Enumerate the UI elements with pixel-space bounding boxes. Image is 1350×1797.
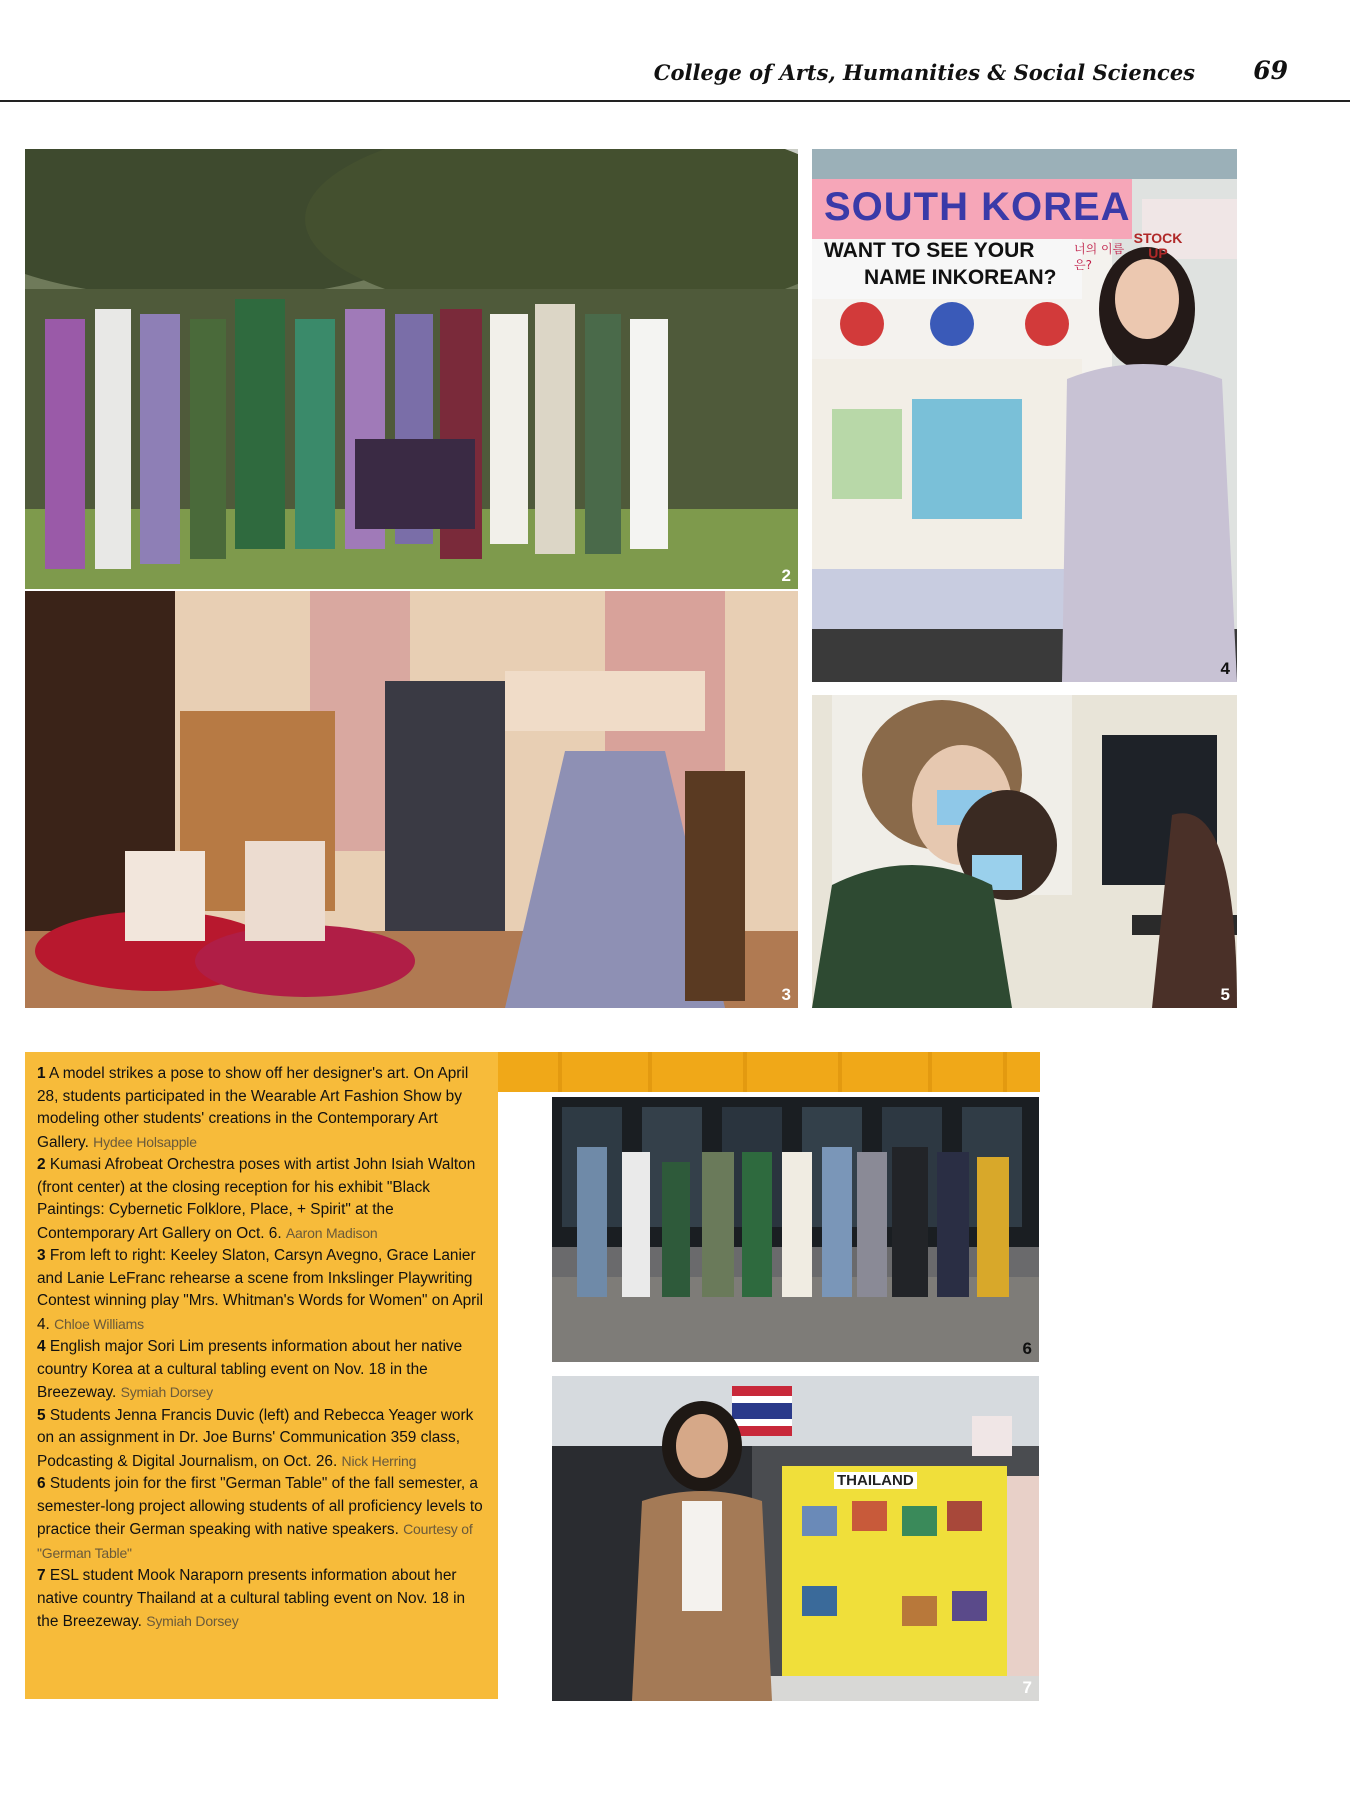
photo-credit: Chloe Williams — [54, 1315, 144, 1332]
page-header — [0, 0, 1350, 102]
bar-stripe — [743, 1052, 747, 1092]
photo-3-theatre-scene — [25, 591, 798, 1008]
bar-stripe — [1003, 1052, 1007, 1092]
caption-box — [25, 1052, 498, 1699]
caption-5: 5 Students Jenna Francis Duvic (left) and Rebecca Yeager work on an assignment in Dr. Joe Burns' Communication 359 class, Podcasting & Digital Journalism, on Oct. 26. Nick Herring — [37, 1406, 474, 1470]
caption-1: 1 A model strikes a pose to show off her designer's art. On April 28, students participated in the Wearable Art Fashion Show by modeling other students' creations in the Contemporary Art Gallery. Hydee Holsapple — [37, 1065, 469, 1151]
poster-line-1: WANT TO SEE YOUR — [824, 239, 1035, 262]
photo-credit: Nick Herring — [341, 1452, 417, 1469]
page-number: 69 — [1253, 56, 1288, 85]
sign-stock-up: STOCK UP — [1133, 230, 1183, 261]
caption-6: 6 Students join for the first "German Table" of the fall semester, a semester-long project allowing students of all proficiency levels to practice their German speaking with native speakers. Courtesy of "German Table" — [37, 1475, 483, 1561]
bar-stripe — [558, 1052, 562, 1092]
photo-7-image — [552, 1376, 1039, 1701]
photo-7-thailand-table — [552, 1376, 1039, 1701]
poster-korean-text: 너의 이름은? — [1074, 242, 1125, 272]
photo-number: 5 — [1220, 985, 1230, 1004]
photo-number: 6 — [1022, 1339, 1032, 1358]
caption-3: 3 From left to right: Keeley Slaton, Carsyn Avegno, Grace Lanier and Lanie LeFranc rehearse a scene from Inkslinger Playwriting Contest winning play "Mrs. Whitman's Words for Women" on April 4. Chloe Williams — [37, 1247, 484, 1333]
section-title: College of Arts, Humanities & Social Sciences — [653, 60, 1195, 85]
photo-credit: Symiah Dorsey — [120, 1384, 213, 1400]
photo-number: 7 — [1022, 1678, 1032, 1697]
caption-4: 4 English major Sori Lim presents information about her native country Korea at a cultural tabling event on Nov. 18 in the Breezeway. Symiah Dorsey — [37, 1338, 463, 1401]
photo-6-german-table-group — [552, 1097, 1039, 1362]
photo-credit: Aaron Madison — [285, 1224, 378, 1241]
poster-south-korea-title: SOUTH KOREA — [824, 185, 1131, 229]
poster-line-2: NAME INKOREAN? — [864, 266, 1057, 289]
photo-credit: Courtesy of "German Table" — [37, 1521, 473, 1561]
caption-7: 7 ESL student Mook Naraporn presents information about her native country Thailand at a cultural tabling event on Nov. 18 in the Breezeway. Symiah Dorsey — [37, 1567, 466, 1630]
poster-thailand-title: THAILAND — [834, 1472, 917, 1489]
photo-number: 4 — [1220, 659, 1230, 678]
photo-5-image — [812, 695, 1237, 1008]
photo-6-image — [552, 1097, 1039, 1362]
decorative-gold-bar — [498, 1052, 1040, 1092]
photo-3-image — [25, 591, 798, 1008]
photo-2-band-outdoors — [25, 149, 798, 589]
photo-number: 3 — [781, 985, 791, 1004]
bar-stripe — [838, 1052, 842, 1092]
bar-stripe — [648, 1052, 652, 1092]
caption-2: 2 Kumasi Afrobeat Orchestra poses with artist John Isiah Walton (front center) at the closing reception for his exhibit "Black Paintings: Cybernetic Folklore, Place, + Spirit" at the Contemporary Art Gallery on Oct. 6. Aaron Madison — [37, 1156, 476, 1242]
photo-2-image — [25, 149, 798, 589]
photo-4-south-korea-table — [812, 149, 1237, 682]
photo-credit: Symiah Dorsey — [146, 1613, 239, 1629]
photo-5-students-computers — [812, 695, 1237, 1008]
photo-number: 2 — [781, 566, 791, 585]
photo-credit: Hydee Holsapple — [93, 1133, 197, 1150]
bar-stripe — [928, 1052, 932, 1092]
